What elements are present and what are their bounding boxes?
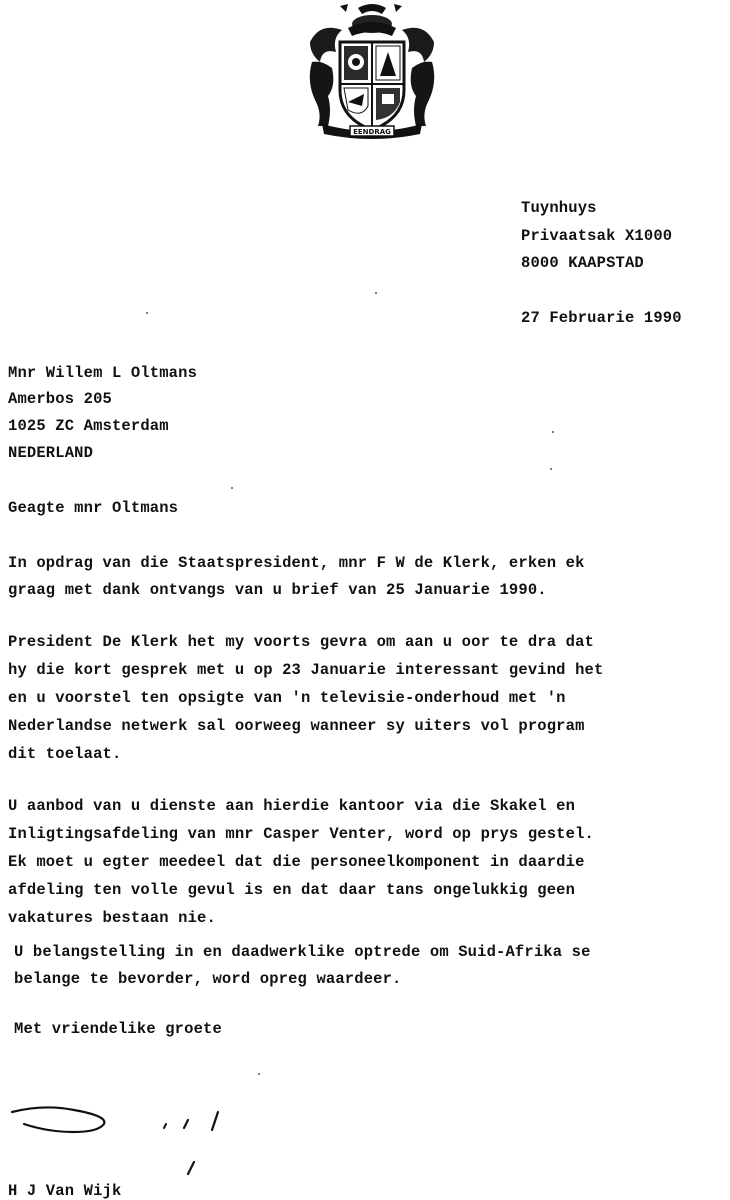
- paragraph-2-line: hy die kort gesprek met u op 23 Januarie interessant gevind het: [8, 661, 604, 679]
- paragraph-2-line: en u voorstel ten opsigte van 'n televisie-onderhoud met 'n: [8, 689, 566, 707]
- paragraph-2-line: dit toelaat.: [8, 745, 122, 763]
- paragraph-3-line: Inligtingsafdeling van mnr Casper Venter, word op prys gestel.: [8, 825, 594, 843]
- scan-speck: [552, 431, 554, 433]
- paragraph-4-line: belange te bevorder, word opreg waardeer.: [14, 970, 402, 988]
- recipient-country: NEDERLAND: [8, 444, 94, 462]
- recipient-city: 1025 ZC Amsterdam: [8, 417, 169, 435]
- salutation: Geagte mnr Oltmans: [8, 499, 179, 517]
- recipient-street: Amerbos 205: [8, 390, 112, 408]
- letter-date: 27 Februarie 1990: [521, 309, 682, 327]
- paragraph-2-line: Nederlandse netwerk sal oorweeg wanneer sy uiters vol program: [8, 717, 585, 735]
- crest-motto: EENDRAG: [353, 128, 391, 136]
- scan-speck: [231, 487, 233, 489]
- scan-speck: [146, 312, 148, 314]
- paragraph-1-line: graag met dank ontvangs van u brief van 25 Januarie 1990.: [8, 581, 547, 599]
- recipient-name: Mnr Willem L Oltmans: [8, 364, 198, 382]
- paragraph-3-line: U aanbod van u dienste aan hierdie kantoor via die Skakel en: [8, 797, 576, 815]
- paragraph-4-line: U belangstelling in en daadwerklike optrede om Suid-Afrika se: [14, 943, 591, 961]
- closing: Met vriendelike groete: [14, 1020, 222, 1038]
- paragraph-3-line: vakatures bestaan nie.: [8, 909, 216, 927]
- signature-icon: [4, 1098, 244, 1178]
- sender-address-line1: Tuynhuys: [521, 199, 597, 217]
- coat-of-arms-icon: [302, 2, 442, 144]
- scan-speck: [258, 1073, 260, 1075]
- paragraph-3-line: afdeling ten volle gevul is en dat daar tans ongelukkig geen: [8, 881, 576, 899]
- scan-speck: [375, 292, 377, 294]
- paragraph-2-line: President De Klerk het my voorts gevra om aan u oor te dra dat: [8, 633, 594, 651]
- paragraph-3-line: Ek moet u egter meedeel dat die personeelkomponent in daardie: [8, 853, 585, 871]
- paragraph-1-line: In opdrag van die Staatspresident, mnr F W de Klerk, erken ek: [8, 554, 585, 572]
- sender-address-line3: 8000 KAAPSTAD: [521, 254, 644, 272]
- scan-speck: [550, 468, 552, 470]
- signatory-name: H J Van Wijk: [8, 1182, 122, 1200]
- sender-address-line2: Privaatsak X1000: [521, 227, 673, 245]
